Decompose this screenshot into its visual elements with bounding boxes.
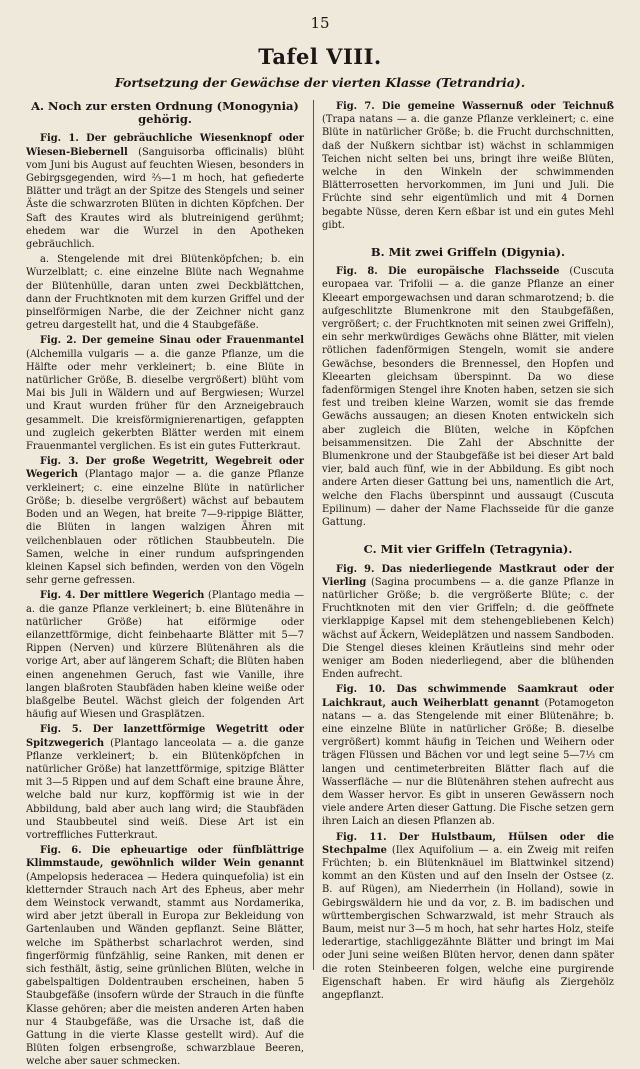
paragraph-text: (Ilex Aquifolium — a. ein Zweig mit reifen Früchten; b. ein Blütenknäuel im Blattwinkel sitzend) kommt an den Küsten und auf den Inseln der Ostsee (z. B. auf Rügen), am Niederrhein (in Holland), sowie in Gebirgswäldern hie und da vor, z. B. im badischen und württembergischen Schwarzwald, ist mehr Strauch als Baum, meist nur 3—5 m hoch, hat sehr hartes Holz, steife lederartige, stachliggezähnte Blätter und bringt im Mai oder Juni seine weißen Blüten hervor, denen dann später die roten Steinbeeren folgen, welche eine purgirende Eigenschaft haben. Er wird häufig als Ziergehölz angepflanzt. <box>322 844 614 1001</box>
paragraph-lead: Fig. 5. Der lanzettförmige Wegetritt oder Spitzwegerich <box>26 724 304 749</box>
page-subtitle: Fortsetzung der Gewächse der vierten Klasse (Tetrandria). <box>114 75 526 90</box>
paragraph-lead: Fig. 8. Die europäische Flachsseide <box>336 266 560 278</box>
paragraph-lead: Fig. 7. Die gemeine Wassernuß oder Teichnuß <box>336 101 614 112</box>
paragraph <box>26 589 304 721</box>
right-column <box>322 100 614 1001</box>
paragraph-text: (Potamogeton natans — a. das Stengelende mit einer Blütenähre; b. eine einzelne Blüte in natürlicher Größe; B. dieselbe vergrößert) kommt häufig in Teichen und Weihern oder trägen Flüssen und Bächen vor und legt seine 5—7⅓ cm langen und centimeterbreiten Blätter flach auf die Wasserfläche — nur die Blütenähren stehen aufrecht aus dem Wasser hervor. Es gibt in unseren Gewässern noch viele andere Arten dieser Gattung. Die Fische setzen gern ihren Laich an diesen Pflanzen ab. <box>322 697 614 828</box>
paragraph-lead: Fig. 9. Das niederliegende Mastkraut oder der Vierling <box>322 563 614 588</box>
paragraph-text: (Sagina procumbens — a. die ganze Pflanze in natürlicher Größe; b. die vergrößerte Blüte; c. der Fruchtknoten mit den vier Griffeln; d. die geöffnete vierklappige Kapsel mit dem stehengebliebenen Kelch) wächst auf Äckern, Weideplätzen und nassem Sandboden. Die Stengel dieses kleinen Kräutleins sind mehr oder weniger am Boden niederliegend, aber die blühenden Enden aufrecht. <box>322 576 614 681</box>
paragraph <box>322 265 614 529</box>
paragraph-lead: Fig. 2. Der gemeine Sinau oder Frauenmantel <box>40 335 304 347</box>
paragraph <box>26 334 304 453</box>
section-c-paragraphs <box>322 563 614 1003</box>
page-number: 15 <box>310 14 330 32</box>
paragraph-lead: Fig. 10. Das schwimmende Saamkraut oder Laichkraut, auch Weiherblatt genannt <box>322 684 614 709</box>
paragraph-lead: Fig. 4. Der mittlere Wegerich <box>40 590 205 602</box>
section-heading-b: B. Mit zwei Griffeln (Digynia). <box>370 245 566 260</box>
paragraph <box>26 132 304 251</box>
paragraph-text: (Ampelopsis hederacea — Hedera quinquefolia) ist ein kletternder Strauch nach Art des Epheus, aber mehr dem Weinstock verwandt, stammt aus Nordamerika, wird aber jetzt überall in Europa zur Bekleidung von Gartenlauben und Wänden gepflanzt. Seine Blätter, welche im Spätherbst scharlachrot werden, sind fingerförmig fünfzählig, seine Ranken, mit denen er sich festhält, ästig, seine grünlichen Blüten, welche in gabelspaltigen Doldentrauben erscheinen, haben 5 Staubgefäße (insofern würde der Strauch in die fünfte Klasse gehören; aber die meisten anderen Arten haben nur 4 Staubgefäße, was die Ursache ist, daß die Gattung in die vierte Klasse gestellt wird). Auf die Blüten folgen erbsengroße, schwarzblaue Beeren, welche aber sauer schmecken. <box>26 871 304 1068</box>
paragraph <box>26 844 304 1068</box>
column-divider <box>313 100 314 970</box>
paragraph-lead: Fig. 11. Der Hulstbaum, Hülsen oder die Stechpalme <box>322 831 614 856</box>
paragraph <box>322 683 614 828</box>
paragraph-text: (Plantago media — a. die ganze Pflanze verkleinert; b. eine Blütenähre in natürlicher Größe) hat eiförmige oder eilanzettförmige, dicht feinbehaarte Blätter mit 5—7 Rippen (Nerven) und kürzere Blütenähren als die vorige Art, aber auf längerem Schaft; die Blüten haben einen angenehmen Geruch, fast wie Vanille, ihre langen blaßroten Staubfäden haben kleine weiße oder blaßgelbe Beutel. Wächst gleich der folgenden Art häufig auf Wiesen und Grasplätzen. <box>26 590 304 721</box>
paragraph-lead: Fig. 3. Der große Wegetritt, Wegebreit oder Wegerich <box>26 456 304 481</box>
paragraph <box>322 563 614 682</box>
paragraph-text: (Plantago major — a. die ganze Pflanze verkleinert; c. eine einzelne Blüte in natürlicher Größe; b. dieselbe vergrößert) wächst auf bebautem Boden und an Wegen, hat breite 7—9-rippige Blätter, die Blüten in langen walzigen Ähren mit veilchenblauen oder rötlichen Staubbeuteln. Die Samen, welche in einer rundum aufspringenden kleinen Kapsel sich befinden, werden von den Vögeln sehr gerne gefressen. <box>26 469 304 587</box>
paragraph-lead: Fig. 6. Die epheuartige oder fünfblättrige Klimmstaude, gewöhnlich wilder Wein genannt <box>26 845 304 870</box>
paragraph <box>26 455 304 587</box>
paragraph <box>26 253 304 332</box>
paragraph-text: (Cuscuta europaea var. Trifolii — a. die ganze Pflanze an einer Kleeart emporgewachsen und daran schmarotzend; b. die aufgeschlitzte Blumenkrone mit den Staubgefäßen, vergrößert; c. der Fruchtknoten mit seinen zwei Griffeln), ein sehr merkwürdiges Gewächs ohne Blätter, mit vielen rötlichen fadenförmigen Stengeln, womit sie andere Gewächse, besonders die Brennessel, den Hopfen und Kleearten gleichsam überspinnt. Da wo diese fadenförmigen Stengel ihre Knoten haben, setzen sie sich fest und treiben kleine Warzen, womit sie das fremde Gewächs aussaugen; an diesen Knoten entwickeln sich aber zugleich die Blüten, welche in Köpfchen beisammensitzen. Die Zahl der Abschnitte der Blumenkrone und der Staubgefäße ist bei dieser Art bald vier, bald auch fünf, wie in der Abbildung. Es gibt noch andere Arten dieser Gattung bei uns, namentlich die Art, welche den Flachs überspinnt und aussaugt (Cuscuta Epilinum) — daher der Name Flachsseide für die ganze Gattung. <box>322 266 614 529</box>
paragraph-text: (Plantago lanceolata — a. die ganze Pflanze verkleinert; b. ein Blütenköpfchen in natürlicher Größe) hat lanzettförmige, spitzige Blätter mit 3—5 Rippen und auf dem Schaft eine braune Ähre, welche bald nur kurz, kopfförmig ist wie in der Abbildung, bald aber auch lang wird; die Staubfäden und Staubbeutel sind weiß. Diese Art ist ein vortreffliches Futterkraut. <box>26 737 304 841</box>
section-heading-c: C. Mit vier Griffeln (Tetragynia). <box>363 542 573 557</box>
paragraph <box>26 723 304 842</box>
paragraph-text: (Alchemilla vulgaris — a. die ganze Pflanze, um die Hälfte oder mehr verkleinert; b. eine Blüte in natürlicher Größe, B. dieselbe vergrößert) blüht vom Mai bis Juli in Wäldern und auf Bergwiesen; Wurzel und Kraut wurden früher für den Arzneigebrauch gesammelt. Die kreisförmignierenartigen, gefappten und zugleich gekerbten Blätter werden mit einem Frauenmantel verglichen. Es ist ein gutes Futterkraut. <box>26 348 304 453</box>
right-intro-paragraphs <box>322 100 614 232</box>
left-paragraphs <box>26 132 304 1068</box>
section-heading-a: A. Noch zur ersten Ordnung (Monogynia) gehörig. <box>31 99 299 127</box>
left-column <box>26 99 304 1068</box>
page-title: Tafel VIII. <box>258 44 382 69</box>
paragraph-text: (Trapa natans — a. die ganze Pflanze verkleinert; c. eine Blüte in natürlicher Größe; b. die Frucht durchschnitten, daß der Nußkern sichtbar ist) wächst in schlammigen Teichen nicht selten bei uns, bringt ihre weiße Blüten, welche in den Winkeln der schwimmenden Blätterrosetten hervorkommen, im Juni und Juli. Die Früchte sind sehr eigentümlich und mit 4 Dornen begabte Nüsse, deren Kern eßbar ist und ein gutes Mehl gibt. <box>322 114 614 231</box>
paragraph-text: (Sanguisorba officinalis) blüht vom Juni bis August auf feuchten Wiesen, besonders in Gebirgsgegenden, wird ⅔—1 m hoch, hat gefiederte Blätter und trägt an der Spitze des Stengels und seiner Äste die schwarzroten Blüten in dichten Köpfchen. Der Saft des Krautes wird als blutreinigend gerühmt; ehedem war die Wurzel in den Apotheken gebräuchlich. <box>26 146 304 251</box>
section-b-paragraphs <box>322 265 614 529</box>
paragraph <box>322 100 614 232</box>
paragraph-lead: Fig. 1. Der gebräuchliche Wiesenknopf oder Wiesen-Biebernell <box>26 133 304 158</box>
paragraph-text: a. Stengelende mit drei Blütenköpfchen; b. ein Wurzelblatt; c. eine einzelne Blüte nach Wegnahme der Blütenhülle, daran unten zwei Deckblättchen, dann der Fruchtknoten mit dem kurzen Griffel und der pinselförmigen Narbe, die der Zeichner nicht ganz getreu dargestellt hat, und die 4 Staubgefäße. <box>26 254 304 332</box>
paragraph <box>322 831 614 1003</box>
